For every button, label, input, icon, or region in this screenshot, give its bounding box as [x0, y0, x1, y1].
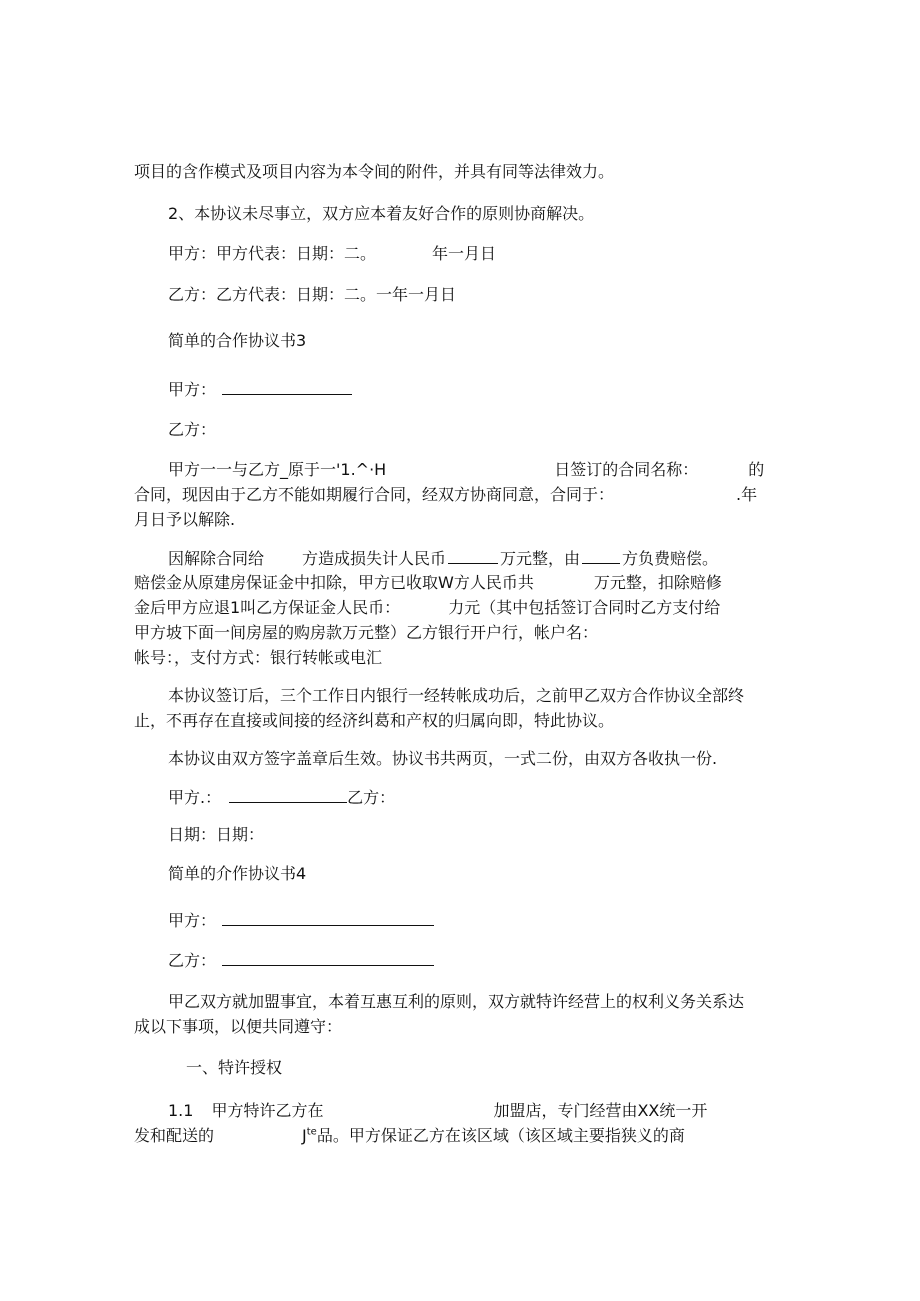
paragraph-line: 帐号：，支付方式：银行转帐或电汇 [134, 648, 383, 667]
party-b-field: 乙方： [168, 420, 217, 439]
paragraph-line: 止，不再存在直接或间接的经济纠葛和产权的归属向即，特此协议。 [134, 711, 615, 730]
clause-line: 1.1 甲方特许乙方在 加盟店，专门经营由XX统一开 [168, 1101, 708, 1120]
party-a-field: 甲方： [168, 907, 434, 934]
signature-line: 甲方.： 乙方： [168, 784, 395, 811]
signature-line-party-a: 甲方：甲方代表：日期：二。 年一月日 [168, 244, 497, 263]
clause-heading: 一、特许授权 [186, 1058, 283, 1077]
paragraph-line: 2、本协议未尽事立，双方应本着友好合作的原则协商解决。 [168, 204, 595, 223]
clause-line: 发和配送的 $J^{te}$品。甲方保证乙方在该区域（该区域主要指狭义的商 [134, 1126, 685, 1145]
paragraph-line: 甲乙双方就加盟事宜，本着互惠互利的原则，双方就特许经营上的权利义务关系达 [168, 992, 745, 1011]
paragraph-line: 项目的含作模式及项目内容为本令间的附件，并具有同等法律效力。 [134, 162, 615, 181]
paragraph-line: 本协议由双方签字盖章后生效。协议书共两页，一式二份，由双方各收执一份. [168, 749, 718, 768]
paragraph-line: 赔偿金从原建房保证金中扣除，甲方已收取W方人民币共 万元整，扣除赔修 [134, 573, 722, 592]
paragraph-line: 因解除合同给 方造成损失计人民币 万元整，由 方负费赔偿。 [168, 545, 718, 572]
party-a-field: 甲方： [168, 376, 352, 403]
paragraph-line: 本协议签订后，三个工作日内银行一经转帐成功后，之前甲乙双方合作协议全部终 [168, 686, 745, 705]
paragraph-line: 甲方坡下面一间房屋的购房款万元整）乙方银行开户行，帐户名： [134, 623, 599, 642]
party-b-field: 乙方： [168, 947, 434, 974]
party-b-blank [222, 947, 434, 966]
paragraph-line: 金后甲方应退1叫乙方保证金人民币： 力元（其中包括签订合同时乙方支付给 [134, 598, 721, 617]
paragraph-line: 甲方一一与乙方_原于一'1.^·H 日签订的合同名称： 的 [168, 460, 765, 479]
party-a-blank [222, 907, 434, 926]
paragraph-line: 月日予以解除. [134, 510, 236, 529]
paragraph-line: 成以下事项，以便共同遵守： [134, 1017, 343, 1036]
section-heading-3: 简单的合作协议书3 [168, 331, 307, 350]
section-heading-4: 简单的介作协议书4 [168, 864, 307, 883]
date-line: 日期：日期： [168, 825, 265, 844]
party-a-sign-blank [229, 784, 347, 803]
signature-line-party-b: 乙方：乙方代表：日期：二。一年一月日 [168, 285, 457, 304]
party-a-blank [222, 376, 352, 395]
paragraph-line: 合同，现因由于乙方不能如期履行合同，经双方协商同意，合同于： .年 [134, 485, 758, 504]
